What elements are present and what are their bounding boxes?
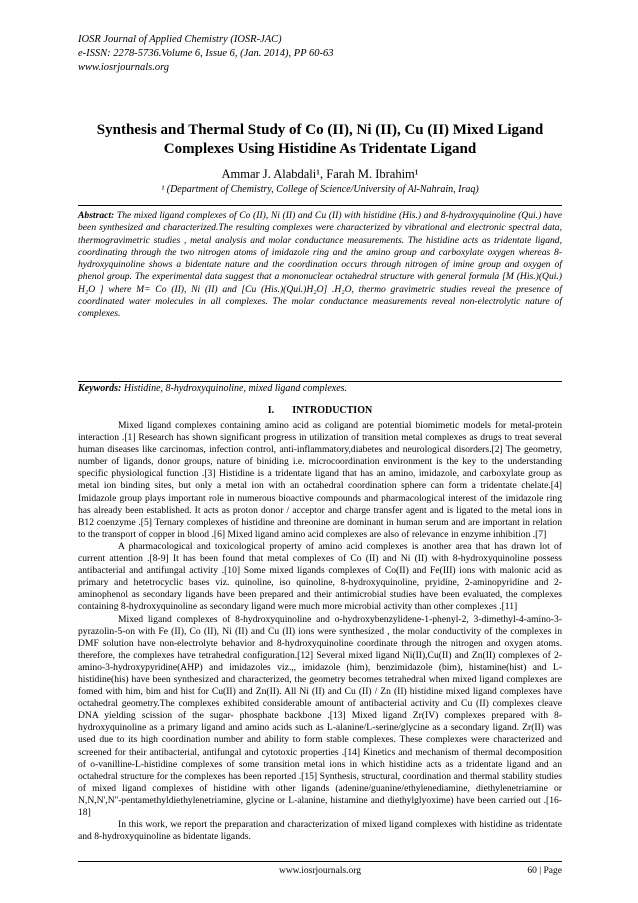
journal-name: IOSR Journal of Applied Chemistry (IOSR-JAC) <box>78 34 282 45</box>
footer-url: www.iosrjournals.org <box>278 866 362 876</box>
journal-issue: e-ISSN: 2278-5736.Volume 6, Issue 6, (Jan. 2014), PP 60-63 <box>78 48 334 59</box>
footer-rule <box>78 861 562 862</box>
section-title: INTRODUCTION <box>292 405 373 416</box>
paragraph: In this work, we report the preparation and characterization of mixed ligand complexes with histidine as tridentate and 8-hydroxyquinoline as bidentate ligands. <box>78 819 562 843</box>
author-affiliation: ¹ (Department of Chemistry, College of Science/University of Al-Nahrain, Iraq) <box>161 184 479 195</box>
section-number: I. <box>267 405 275 416</box>
paper-authors: Ammar J. Alabdali¹, Farah M. Ibrahim¹ <box>221 167 419 181</box>
keywords-label: Keywords: <box>78 383 122 394</box>
section-heading <box>78 405 562 416</box>
abstract-bottom-rule <box>78 381 562 382</box>
abstract-text: The mixed ligand complexes of Co (II), Ni (II) and Cu (II) with histidine (His.) and 8-hydroxyquinoline (Qui.) have been synthesized and characterized.The resulting complexes were characterized by vibrational and electronic spectral data, thermogravimetric studies , metal analysis and molar conductance measurements. The histidine acts as tridentate ligand, coordinating through the two nitrogen atoms of imidazole ring and the amino group and carboxylate oxygen whereas 8-hydroxyquinoline shows a bidentate nature and the coordination occurs through nitrogen of imine group and oxygen of phenol group. The experimental data suggest that a mononuclear octahedral structure with general formula [M (His.)(Qui.) H₂O ] where M= Co (II), Ni (II) and [Cu (His.)(Qui.)H₂O] .H₂O, thermo gravimetric studies reveal the presence of coordinated water molecules in all complexes. The molar conductance measurements reveal non-electrolytic nature of complexes. <box>78 210 562 320</box>
abstract-label: Abstract: <box>78 210 115 221</box>
journal-url: www.iosrjournals.org <box>78 62 170 73</box>
keywords <box>78 383 562 394</box>
keywords-text: Histidine, 8-hydroxyquinoline, mixed ligand complexes. <box>121 383 348 394</box>
paragraph: Mixed ligand complexes of 8-hydroxyquinoline and o-hydroxybenzylidene-1-phenyl-2, 3-dimethyl-4-amino-3-pyrazolin-5-on with Fe (II), Co (II), Ni (II) and Cu (II) ions were synthesized , the molar conductivity of the complexes in DMF solution have non-electrolyte behavior and 8-hydroxyquinoline coordinate through the nitrogen and oxygen atoms. therefore, the complexes have tetrahedral configuration.[12] Several mixed ligand Ni(II),Cu(II) and Zn(II) complexes of 2-amino-3-hydroxypyridine(AHP) and imidazoles viz.,, imidazole (him), benzimidazole (bim), histamine(hist) and L-histidine(his) have been synthesized and characterized, the geometry becomes tetrahedral when mixed ligand complexes are fomed with him, bim and hist for Cu(II) and Zn(II). All Ni (II) and Cu (II) / Zn (II) histidine mixed ligand complexes have octahedral geometry.The complexes exhibited considerable amount of antibacterial activity and Cu (II) complexes cleave DNA yielding scission of the sugar- phosphate backbone .[13] Mixed ligand Zr(IV) complexes prepared with 8-hydroxyquinoline as a primary ligand and amino acids such as L-alanine/L-serine/glycine as a secondary ligand. Zr(II) was used due to its high coordination number and ability to form stable complexes. These complexes were characterized and screened for their antibacterial, antifungal and cytotoxic properties .[14] Kinetics and mechanism of thermal decomposition of o-vanilline-L-histidine complexes of some transition metal ions in which histidine acts as a tridentate ligand and an octahedral structure for the complexes has been reported .[15] Synthesis, structural, coordination and thermal stability studies of mixed ligand complexes of histidine with other ligands (adenine/guanine/ethylenediamine, diethylenetriamine or N,N,N',N''-pentamethyldiethylenetriamine, glycine or L-alanine, histamine and diethylglyoxime) have been carried out .[16-18] <box>78 613 562 818</box>
paper-title: Synthesis and Thermal Study of Co (II), Ni (II), Cu (II) Mixed Ligand Complexes Using Histidine As Tridentate Ligand <box>96 122 544 157</box>
abstract-top-rule <box>78 205 562 206</box>
abstract <box>78 210 562 321</box>
journal-header <box>78 33 562 75</box>
body-text <box>78 420 562 843</box>
paragraph: Mixed ligand complexes containing amino acid as coligand are potential biomimetic models for metal-protein interaction .[1] Research has shown significant progress in utilization of transition metal complexes as drugs to treat several human diseases like carcinomas, infection control, anti-inflammatory,diabetes and neurological disorders.[2] The geometry, number of ligands, donor groups, nature of biniding i.e. microcoordination environment is the key to the understanding specific physiological function .[3] Histidine is a tridentate ligand that has an amino, imidazole, and carboxylate group as metal ion binding sites, but only a metal ion with an octahedral coordination sphere can form a tridentate chelate.[4] Imidazole group plays important role in numerous bioactive compounds and pharmacological interest of the imidazole ring has already been established. It acts as proton donor / acceptor and charge transfer agent and is ligated to the metal ions in B12 coenzyme .[5] Ternary complexes of histidine and threonine are dominant in human serum and are important in relation to the transport of copper in blood .[6] Mixed ligand amino acid complexes are also of relevance in enzyme inhibition .[7] <box>78 420 562 540</box>
paragraph: A pharmacological and toxicological property of amino acid complexes is another area that has drawn lot of current attention .[8-9] It has been found that metal complexes of Co (II) and Ni (II) with 8-hydroxyquinoline possess antibacterial and antifungal activity .[10] Some mixed ligands complexes of Co(II) and Fe(III) ions with malonic acid as primary and hetetrocyclic bases viz. quinoline, iso quinoline, 8-hydroxyquinoline, pryidine, 2-aminopyridine and 2-aminophenol as secondary ligands have been prepared and their antimicrobial studies have been evaluated, the complexes containing 8-hydroxyquinoline as secondary ligand were much more microbial activity than other complexes .[11] <box>78 540 562 613</box>
page-number: 60 | Page <box>527 866 562 876</box>
